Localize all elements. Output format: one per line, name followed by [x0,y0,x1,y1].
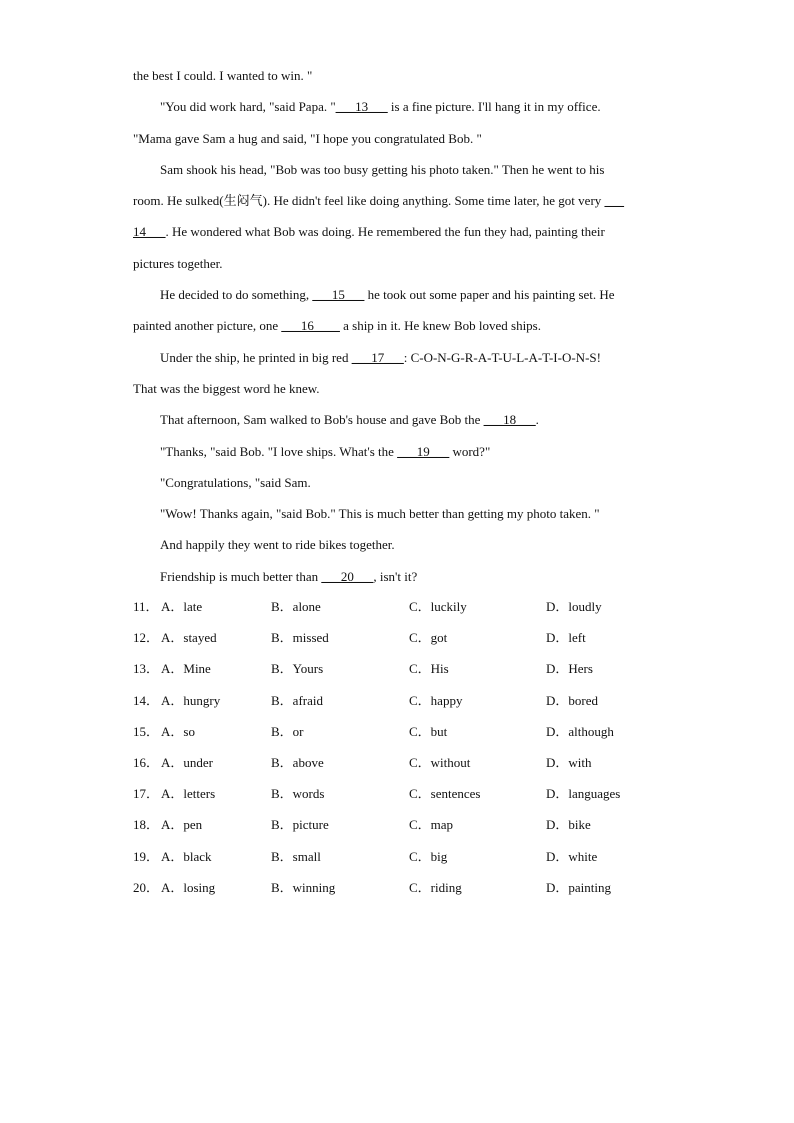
option-c: C．sentences [409,786,481,802]
option-c: C．His [409,661,449,677]
question-number: 12． [133,630,160,646]
blank-13: ___13___ [335,99,388,115]
option-d: D．painting [546,879,611,895]
blank-18: ___18___ [483,412,536,428]
question-number: 17． [133,786,160,802]
question-number: 20． [133,879,160,895]
question-number: 16． [133,754,160,770]
option-b: B．Yours [271,661,324,677]
blank-16: ___16____ [281,318,340,334]
passage-line: "Congratulations, "said Sam. [160,474,311,490]
question-row [133,815,693,846]
question-row [133,628,693,659]
option-c: C．big [409,848,448,864]
question-number: 18． [133,817,160,833]
option-b: B．words [271,786,325,802]
passage-line: room. He sulked(生闷气). He didn't feel like doing anything. Some time later, he got very ___ [133,193,625,209]
passage-line: 14___. He wondered what Bob was doing. He remembered the fun they had, painting their [133,224,605,240]
passage-line: "You did work hard, "said Papa. "___13___ is a fine picture. I'll hang it in my office. [160,99,601,115]
blank-15: ___15___ [312,287,365,303]
option-d: D．white [546,848,598,864]
question-row [133,722,693,753]
option-b: B．winning [271,879,336,895]
blank-19: ___19___ [397,443,450,459]
passage-line: "Mama gave Sam a hug and said, "I hope you congratulated Bob. " [133,130,482,146]
question-number: 14． [133,692,160,708]
option-d: D．loudly [546,599,602,614]
passage-line: That afternoon, Sam walked to Bob's house and gave Bob the ___18___. [160,412,539,428]
option-b: B．missed [271,630,329,646]
reading-passage [133,66,663,598]
option-d: D．Hers [546,661,593,677]
option-b: B．alone [271,599,321,614]
passage-line: That was the biggest word he knew. [133,380,320,396]
option-b: B．afraid [271,692,323,708]
option-b: B．small [271,848,321,864]
passage-line: "Wow! Thanks again, "said Bob." This is much better than getting my photo taken. " [160,506,600,522]
option-a: A．under [161,754,213,770]
option-a: A．letters [161,786,216,802]
question-row [133,659,693,690]
question-row [133,784,693,815]
blank-14: 14___ [133,224,166,240]
question-row [133,878,693,909]
option-d: D．left [546,630,586,646]
blank-14-start: ___ [604,193,625,209]
question-number: 13． [133,661,160,677]
option-d: D．with [546,754,592,770]
option-d: D．although [546,723,614,739]
option-d: D．bored [546,692,598,708]
passage-line: pictures together. [133,255,223,271]
option-a: A．hungry [161,692,221,708]
option-a: A．pen [161,817,203,833]
option-d: D．languages [546,786,621,802]
passage-line: the best I could. I wanted to win. " [133,68,313,83]
option-a: A．late [161,599,203,614]
option-c: C．without [409,754,471,770]
option-c: C．got [409,630,448,646]
passage-line: painted another picture, one ___16____ a ship in it. He knew Bob loved ships. [133,318,541,334]
question-number: 19． [133,848,160,864]
option-b: B．or [271,723,304,739]
option-b: B．above [271,754,324,770]
passage-line: And happily they went to ride bikes together. [160,537,395,553]
option-a: A．stayed [161,630,217,646]
option-a: A．black [161,848,212,864]
passage-line: "Thanks, "said Bob. "I love ships. What's the ___19___ word?" [160,443,491,459]
answer-options [133,597,693,909]
question-row [133,847,693,878]
option-c: C．map [409,817,454,833]
option-c: C．but [409,723,448,739]
option-c: C．luckily [409,599,467,614]
option-c: C．riding [409,879,462,895]
option-a: A．Mine [161,661,211,677]
question-row [133,597,693,628]
option-d: D．bike [546,817,591,833]
question-number: 15． [133,723,160,739]
question-row [133,691,693,722]
passage-line: Under the ship, he printed in big red ___17___: C-O-N-G-R-A-T-U-L-A-T-I-O-N-S! [160,349,601,365]
question-row [133,753,693,784]
option-a: A．so [161,723,195,739]
blank-17: ___17___ [351,349,404,365]
blank-20: ___20___ [321,568,374,584]
question-number: 11． [133,599,159,614]
option-c: C．happy [409,692,463,708]
passage-line: Friendship is much better than ___20___, isn't it? [160,568,418,584]
option-b: B．picture [271,817,329,833]
passage-line: He decided to do something, ___15___ he took out some paper and his painting set. He [160,287,615,303]
option-a: A．losing [161,879,216,895]
passage-line: Sam shook his head, "Bob was too busy getting his photo taken." Then he went to his [160,161,605,177]
